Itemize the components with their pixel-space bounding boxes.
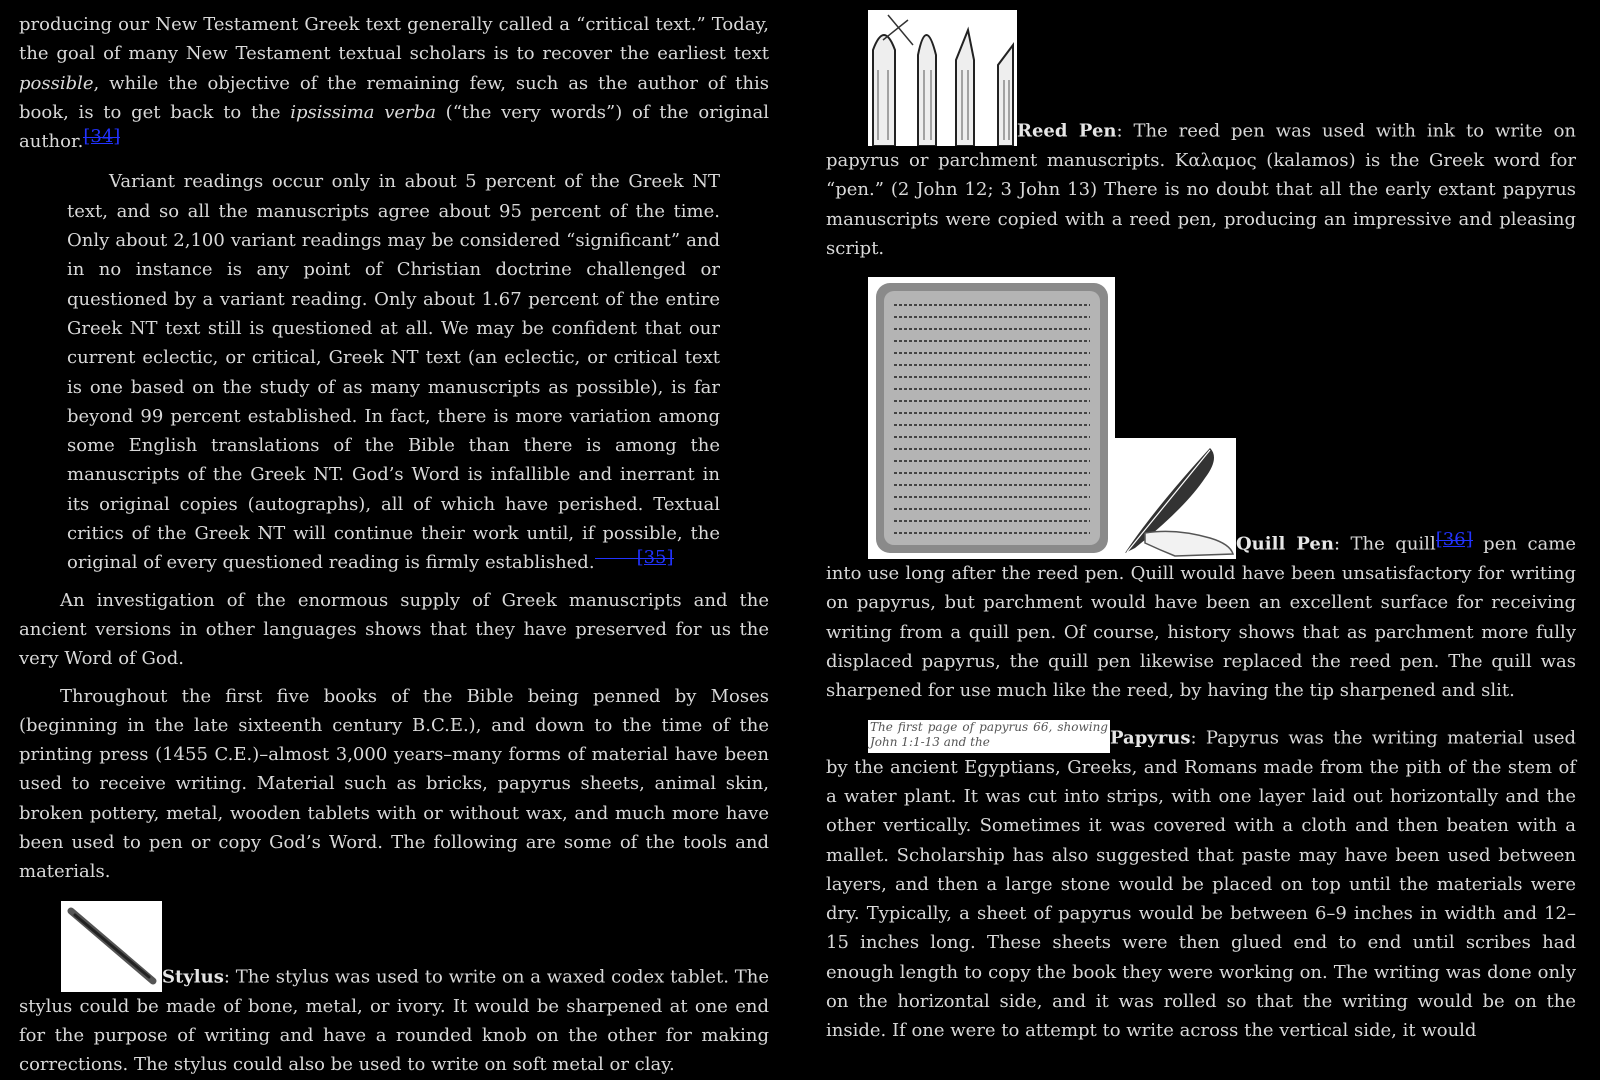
block-quote-variant-readings: Variant readings occur only in about 5 percent of the Greek NT text, and so all the manuscripts agree about 95 percent of the time. Only about 2,100 variant readings may be considered “significant” and in no instance is any point of Christian doctrine challenged or questioned by a variant reading. Only about 1.67 percent of the entire Greek NT text still is questioned at all. We may be confident that our current eclectic, or critical, Greek NT text (an eclectic, or critical text is one based on the study of as many manuscripts as possible), is far beyond 99 percent established. In fact, there is more variation among some English translations of the Bible than there is among the manuscripts of the Greek NT. God’s Word is infallible and inerrant in its original copies (autographs), all of which have perished. Textual critics of the Greek NT will continue their work until, if possible, the original of every questioned reading is firmly established. [35] bbox=[67, 171, 720, 574]
quill-pen-image bbox=[1115, 438, 1236, 559]
paragraph-reed-pen: Reed Pen: The reed pen was used with ink to write on papyrus or parchment manuscripts. Καλαμος (kalamos) is the Greek word for “pen.” (2 John 12; 3 John 13) There is no doubt that all the early extant papyrus manuscripts were copied with a reed pen, producing an impressive and pleasing script. bbox=[826, 10, 1576, 263]
footnote-link-34[interactable]: [34] bbox=[83, 126, 121, 148]
papyrus-figure-caption: The first page of papyrus 66, showing John 1:1-13 and the bbox=[868, 720, 1110, 753]
term-papyrus: Papyrus bbox=[1110, 727, 1191, 749]
paragraph-critical-text: producing our New Testament Greek text generally called a “critical text.” Today, the goal of many New Testament textual scholars is to recover the earliest text possible, while the objective of the remaining few, such as the author of this book, is to get back to the ipsissima verba (“the very words”) of the original author.[34] bbox=[19, 14, 769, 153]
left-page bbox=[19, 10, 769, 1080]
footnote-link-35[interactable]: [35] bbox=[595, 558, 674, 559]
footnote-link-36[interactable]: [36] bbox=[1435, 528, 1473, 550]
term-quill-pen: Quill Pen bbox=[1236, 533, 1334, 555]
stylus-image bbox=[61, 901, 162, 992]
term-stylus: Stylus bbox=[162, 966, 224, 988]
papyrus-manuscript-image bbox=[868, 277, 1115, 559]
term-reed-pen: Reed Pen bbox=[1017, 120, 1117, 142]
right-page bbox=[826, 10, 1576, 1046]
paragraph-papyrus: The first page of papyrus 66, showing John 1:1-13 and the Papyrus: Papyrus was the writing material used by the ancient Egyptians, Greeks, and Romans made from the pith of the stem of a water plant. It was cut into strips, with one layer laid out horizontally and the other vertically. Sometimes it was covered with a cloth and then beaten with a mallet. Scholarship has also suggested that paste may have been used between layers, and then a large stone would be placed on top until the materials were dry. Typically, a sheet of papyrus would be between 6–9 inches in width and 12–15 inches long. These sheets were then glued end to end until scribes had enough length to copy the book they were working on. The writing was done only on the horizontal side, and it was rolled so that the writing would be on the inside. If one were to attempt to write across the vertical side, it would bbox=[826, 719, 1576, 1042]
paragraph-quill-pen: Quill Pen: The quill[36] pen came into use long after the reed pen. Quill would have been unsatisfactory for writing on papyrus, but parchment would have been an excellent surface for receiving writing from a quill pen. Of course, history shows that as parchment more fully displaced papyrus, the quill pen likewise replaced the reed pen. The quill was sharpened for use much like the reed, by having the tip sharpened and slit. bbox=[826, 277, 1576, 705]
paragraph-materials: Throughout the first five books of the Bible being penned by Moses (beginning in the late sixteenth century B.C.E.), and down to the time of the printing press (1455 C.E.)–almost 3,000 years–many forms of material have been used to receive writing. Material such as bricks, papyrus sheets, animal skin, broken pottery, metal, wooden tablets with or without wax, and much more have been used to pen or copy God’s Word. The following are some of the tools and materials. bbox=[19, 685, 769, 883]
paragraph-stylus: Stylus: The stylus was used to write on a waxed codex tablet. The stylus could be made of bone, metal, or ivory. It would be sharpened at one end for the purpose of writing and have a rounded knob on the other for making corrections. The stylus could also be used to write on soft metal or clay. bbox=[19, 901, 769, 1080]
paragraph-investigation: An investigation of the enormous supply of Greek manuscripts and the ancient versions in other languages shows that they have preserved for us the very Word of God. bbox=[19, 589, 769, 670]
reed-pen-image bbox=[868, 10, 1017, 146]
